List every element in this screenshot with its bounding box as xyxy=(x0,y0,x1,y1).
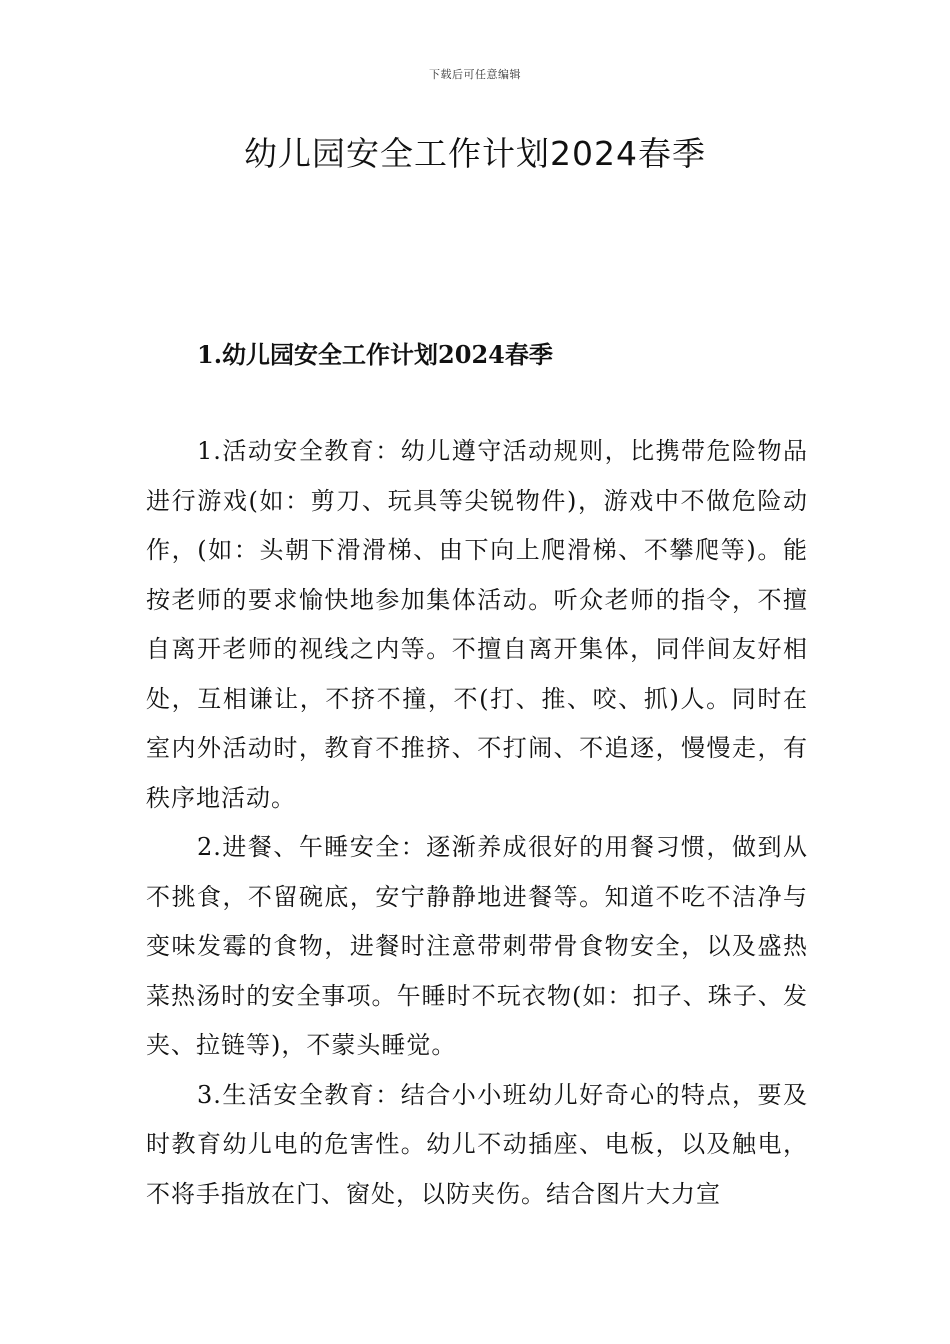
document-body xyxy=(146,427,808,1219)
document-title: 幼儿园安全工作计划2024春季 xyxy=(244,134,706,173)
paragraph-daily-life-safety: 3.生活安全教育：结合小小班幼儿好奇心的特点，要及时教育幼儿电的危害性。幼儿不动插座、电板，以及触电，不将手指放在门、窗处，以防夹伤。结合图片大力宣 xyxy=(146,1080,808,1208)
paragraph-meal-nap-safety: 2.进餐、午睡安全：逐渐养成很好的用餐习惯，做到从不挑食，不留碗底，安宁静静地进餐等。知道不吃不洁净与变味发霉的食物，进餐时注意带刺带骨食物安全，以及盛热菜热汤时的安全事项。午睡时不玩衣物(如：扣子、珠子、发夹、拉链等)，不蒙头睡觉。 xyxy=(146,833,808,1059)
header-note: 下载后可任意编辑 xyxy=(429,68,521,81)
section-heading: 1.幼儿园安全工作计划2024春季 xyxy=(197,340,553,369)
paragraph-activity-safety: 1.活动安全教育：幼儿遵守活动规则，比携带危险物品进行游戏(如：剪刀、玩具等尖锐物件)，游戏中不做危险动作，(如：头朝下滑滑梯、由下向上爬滑梯、不攀爬等)。能按老师的要求愉快地参加集体活动。听众老师的指令，不擅自离开老师的视线之内等。不擅自离开集体，同伴间友好相处，互相谦让，不挤不撞，不(打、推、咬、抓)人。同时在室内外活动时，教育不推挤、不打闹、不追逐，慢慢走，有秩序地活动。 xyxy=(146,437,808,812)
